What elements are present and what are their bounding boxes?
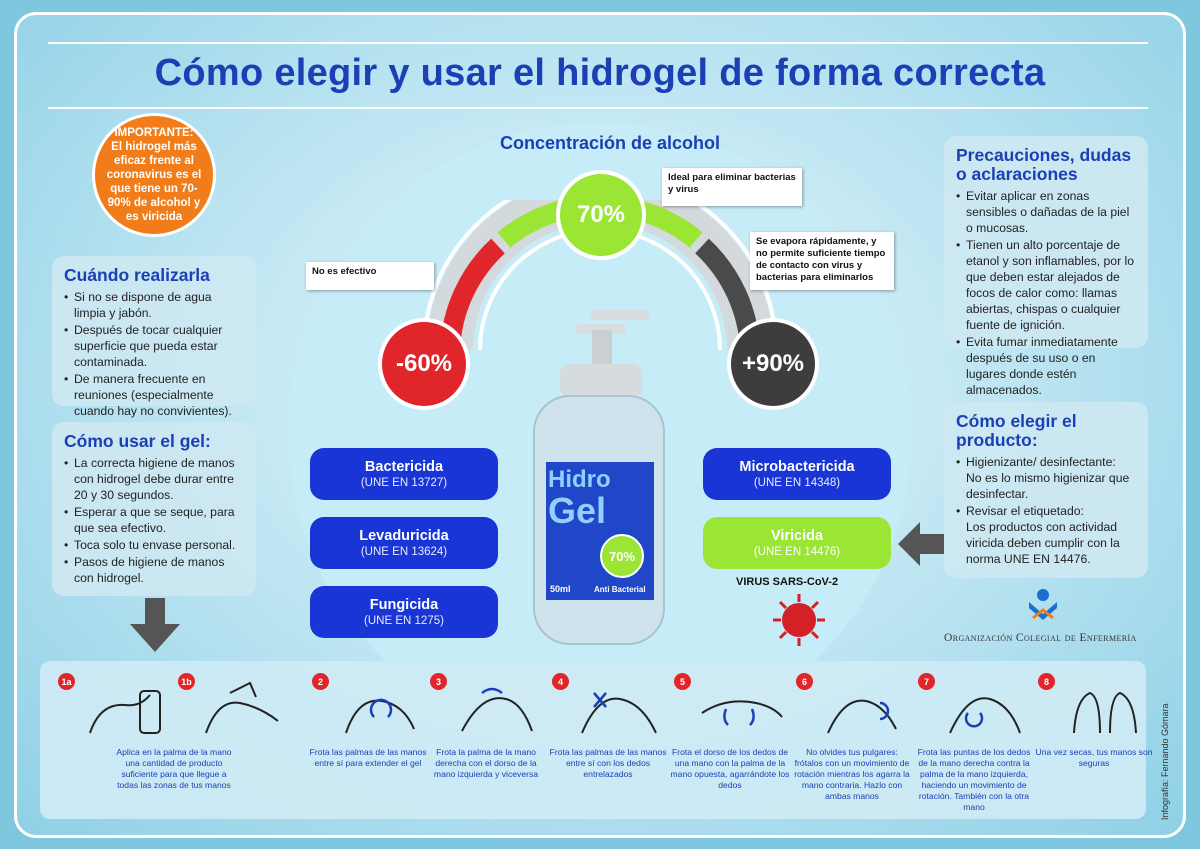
choose-heading: Cómo elegir el producto: <box>956 411 1077 450</box>
choose-item <box>956 503 1136 567</box>
hands-icon <box>452 673 542 739</box>
pill-norm: (UNE EN 14348) <box>753 476 841 489</box>
title-rule <box>48 107 1148 109</box>
how-to-use-item: • La correcta higiene de manos con hidrogel debe durar entre 20 y 30 segundos. <box>64 455 244 503</box>
precautions-item: • Evitar aplicar en zonas sensibles o dañadas de la piel o mucosas. <box>956 188 1136 236</box>
when-item: • De manera frecuente en reuniones (especialmente cuando hay no convivientes). <box>64 371 244 419</box>
virus-icon <box>768 592 830 648</box>
pill-levaduricida <box>310 517 498 569</box>
step-number: 3 <box>430 673 447 690</box>
arrow-left-icon <box>898 522 944 566</box>
choose-item-text: No es lo mismo higienizar que desinfectar. <box>966 471 1130 501</box>
how-to-use-item: • Esperar a que se seque, para que sea efectivo. <box>64 504 244 536</box>
when-panel <box>52 256 256 418</box>
choose-item-text: Los productos con actividad viricida deben cumplir con la norma UNE EN 14476. <box>966 520 1120 566</box>
hands-icon <box>574 673 664 739</box>
pill-norm: (UNE EN 13624) <box>360 545 448 558</box>
step-number: 2 <box>312 673 329 690</box>
credit: Infografía: Fernando Gómara <box>1160 703 1170 820</box>
precautions-item: • Tienen un alto porcentaje de etanol y son inflamables, por lo que deben estar alejados de focos de calor como: llamas abiertas, chispas o cualquier fuente de ignición. <box>956 237 1136 333</box>
pill-fungicida <box>310 586 498 638</box>
hands-icon <box>696 673 786 739</box>
important-text: El hidrogel más eficaz frente al coronavirus es el que tiene un 70-90% de alcohol y es viricida <box>106 141 202 223</box>
choose-item-label: Revisar el etiquetado: <box>966 504 1084 518</box>
precautions-item: • Evita fumar inmediatamente después de su uso o en lugares donde estén almacenados. <box>956 334 1136 398</box>
ideal-badge: 70% <box>556 170 646 260</box>
pill-name: Levaduricida <box>359 527 449 544</box>
pill-name: Bactericida <box>364 458 444 475</box>
choose-item <box>956 454 1136 502</box>
important-heading: IMPORTANTE: <box>114 127 194 139</box>
high-callout: Se evapora rápidamente, y no permite suficiente tiempo de contacto con virus y bacterias para eliminarlos <box>750 232 894 290</box>
org-name: Organización Colegial de Enfermería <box>944 632 1137 644</box>
step-number: 6 <box>796 673 813 690</box>
step-number: 5 <box>674 673 691 690</box>
step-number: 1b <box>178 673 195 690</box>
precautions-heading: Precauciones, dudas o aclaraciones <box>956 145 1132 184</box>
step-text: Una vez secas, tus manos son seguras <box>1035 747 1153 768</box>
bottle-brand-1: Hidro <box>548 466 611 493</box>
top-rule <box>48 42 1148 44</box>
page-title: Cómo elegir y usar el hidrogel de forma correcta <box>154 52 1046 94</box>
hands-icon <box>334 673 424 739</box>
step-text: No olvides tus pulgares: frótalos con un movimiento de rotación mientras los agarra la mano contraria. Hazlo con ambas manos <box>794 747 910 801</box>
hand-hygiene-steps <box>40 661 1153 819</box>
hands-icon <box>940 673 1030 739</box>
choose-item-label: Higienizante/ desinfectante: <box>966 455 1116 469</box>
how-to-use-heading: Cómo usar el gel: <box>64 431 211 451</box>
pill-microbactericida <box>703 448 891 500</box>
org-logo-icon <box>1026 588 1060 626</box>
concentration-heading: Concentración de alcohol <box>499 133 721 153</box>
virus-label: VIRUS SARS-CoV-2 <box>736 576 839 588</box>
how-to-use-item: • Toca solo tu envase personal. <box>64 537 244 553</box>
low-callout: No es efectivo <box>306 262 434 290</box>
pill-name: Viricida <box>770 527 824 544</box>
how-to-use-panel <box>52 422 256 596</box>
how-to-use-item: • Pasos de higiene de manos con hidrogel. <box>64 554 244 586</box>
hands-icon <box>818 673 908 739</box>
bottle-type: Anti Bacterial <box>594 585 646 594</box>
step-number: 4 <box>552 673 569 690</box>
pill-name: Fungicida <box>369 596 439 613</box>
low-badge: -60% <box>378 318 470 410</box>
pill-norm: (UNE EN 1275) <box>364 614 444 627</box>
hands-icon <box>80 673 170 739</box>
ideal-callout: Ideal para eliminar bacterias y virus <box>662 168 802 206</box>
when-heading: Cuándo realizarla <box>64 265 210 285</box>
important-badge <box>92 113 216 237</box>
when-item: • Después de tocar cualquier superficie que pueda estar contaminada. <box>64 322 244 370</box>
pill-norm: (UNE EN 13727) <box>360 476 448 489</box>
hands-icon <box>1060 673 1150 739</box>
step-number: 8 <box>1038 673 1055 690</box>
step-text: Frota las palmas de las manos entre sí con los dedos entrelazados <box>549 747 667 779</box>
choose-panel <box>944 402 1148 578</box>
bottle-percent-badge: 70% <box>600 534 644 578</box>
arrow-down-icon <box>128 598 182 654</box>
bottle-brand-2: Gel <box>548 490 607 531</box>
bottle-volume: 50ml <box>550 584 571 594</box>
step-number: 1a <box>58 673 75 690</box>
step-text: Frota la palma de la mano derecha con el dorso de la mano izquierda y viceversa <box>433 747 539 779</box>
pill-bactericida <box>310 448 498 500</box>
when-item: • Si no se dispone de agua limpia y jabón. <box>64 289 244 321</box>
hands-icon <box>200 673 290 739</box>
step-number: 7 <box>918 673 935 690</box>
high-badge: +90% <box>727 318 819 410</box>
step-text: Frota el dorso de los dedos de una mano con la palma de la mano opuesta, agarrándote los dedos <box>670 747 790 790</box>
step-text: Frota las puntas de los dedos de la mano derecha contra la palma de la mano izquierda, haciendo un movimiento de rotación. También con la otra mano <box>917 747 1031 812</box>
pill-name: Microbactericida <box>739 458 855 475</box>
precautions-panel <box>944 136 1148 397</box>
pill-norm: (UNE EN 14476) <box>753 545 841 558</box>
step-text: Frota las palmas de las manos entre sí para extender el gel <box>309 747 427 768</box>
step-text: Aplica en la palma de la mano una cantidad de producto suficiente para que llegue a todas las zonas de tus manos <box>116 747 232 790</box>
pill-viricida <box>703 517 891 569</box>
